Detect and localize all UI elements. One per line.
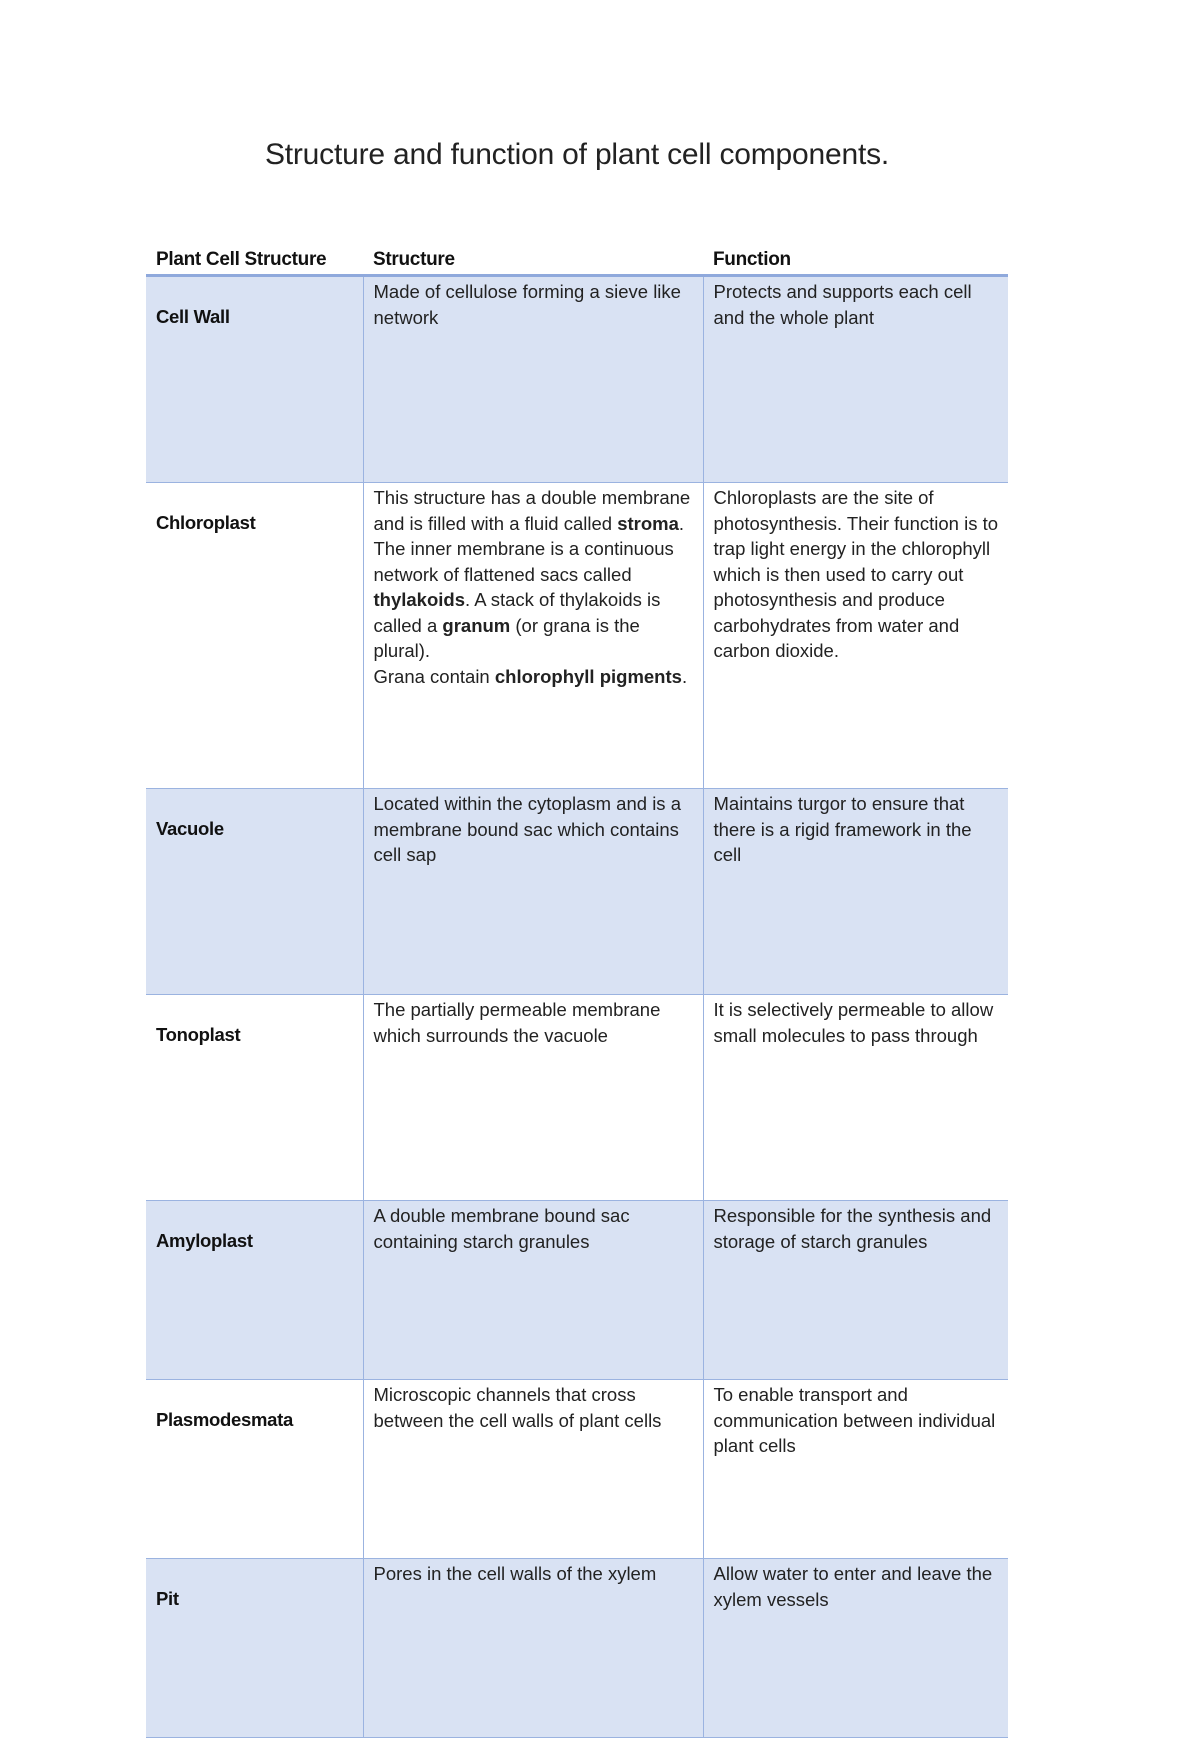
row-name-cell: Cell Wall <box>146 276 363 483</box>
row-name-cell: Plasmodesmata <box>146 1380 363 1559</box>
header-function: Function <box>703 245 1008 276</box>
row-function-cell: Allow water to enter and leave the xylem vessels <box>703 1559 1008 1738</box>
structure-paragraph: Grana contain chlorophyll pigments. <box>373 665 688 687</box>
row-function-cell: Maintains turgor to ensure that there is a rigid framework in the cell <box>703 789 1008 995</box>
plant-cell-table <box>146 245 1008 1738</box>
table-row-pit <box>146 1559 1008 1738</box>
row-structure-cell: Microscopic channels that cross between the cell walls of plant cells <box>363 1380 703 1559</box>
table-row-tonoplast <box>146 995 1008 1201</box>
table-row-cell-wall <box>146 276 1008 483</box>
term-granum: granum <box>442 614 511 636</box>
row-structure-cell: Made of cellulose forming a sieve like network <box>363 276 703 483</box>
row-structure-cell: Pores in the cell walls of the xylem <box>363 1559 703 1738</box>
page-title: Structure and function of plant cell components. <box>264 138 890 171</box>
term-stroma: stroma <box>617 512 679 534</box>
row-function-cell: Protects and supports each cell and the whole plant <box>703 276 1008 483</box>
header-plant-cell-structure: Plant Cell Structure <box>146 245 363 276</box>
table-row-plasmodesmata <box>146 1380 1008 1559</box>
row-function-cell: Chloroplasts are the site of photosynthesis. Their function is to trap light energy in the chlorophyll which is then used to carry out photosynthesis and produce carbohydrates from water and carbon dioxide. <box>703 483 1008 789</box>
row-name-cell: Chloroplast <box>146 483 363 789</box>
table-row-chloroplast <box>146 483 1008 789</box>
table-header-row <box>146 245 1008 276</box>
term-chlorophyll-pigments: chlorophyll pigments <box>494 665 682 687</box>
row-name-cell: Tonoplast <box>146 995 363 1201</box>
table-row-vacuole <box>146 789 1008 995</box>
row-structure-cell <box>363 483 703 789</box>
structure-paragraph: This structure has a double membrane and is filled with a fluid called stroma. <box>373 487 691 534</box>
table-row-amyloplast <box>146 1201 1008 1380</box>
row-name-cell: Pit <box>146 1559 363 1738</box>
row-structure-cell: A double membrane bound sac containing starch granules <box>363 1201 703 1380</box>
structure-paragraph: The inner membrane is a continuous network of flattened sacs called thylakoids. A stack of thylakoids is called a granum (or grana is the plural). <box>373 538 674 661</box>
row-structure-cell: The partially permeable membrane which surrounds the vacuole <box>363 995 703 1201</box>
header-structure: Structure <box>363 245 703 276</box>
row-function-cell: It is selectively permeable to allow small molecules to pass through <box>703 995 1008 1201</box>
row-structure-cell: Located within the cytoplasm and is a membrane bound sac which contains cell sap <box>363 789 703 995</box>
row-function-cell: To enable transport and communication between individual plant cells <box>703 1380 1008 1559</box>
row-name-cell: Amyloplast <box>146 1201 363 1380</box>
row-name-cell: Vacuole <box>146 789 363 995</box>
term-thylakoids: thylakoids <box>373 589 465 610</box>
row-function-cell: Responsible for the synthesis and storage of starch granules <box>703 1201 1008 1380</box>
